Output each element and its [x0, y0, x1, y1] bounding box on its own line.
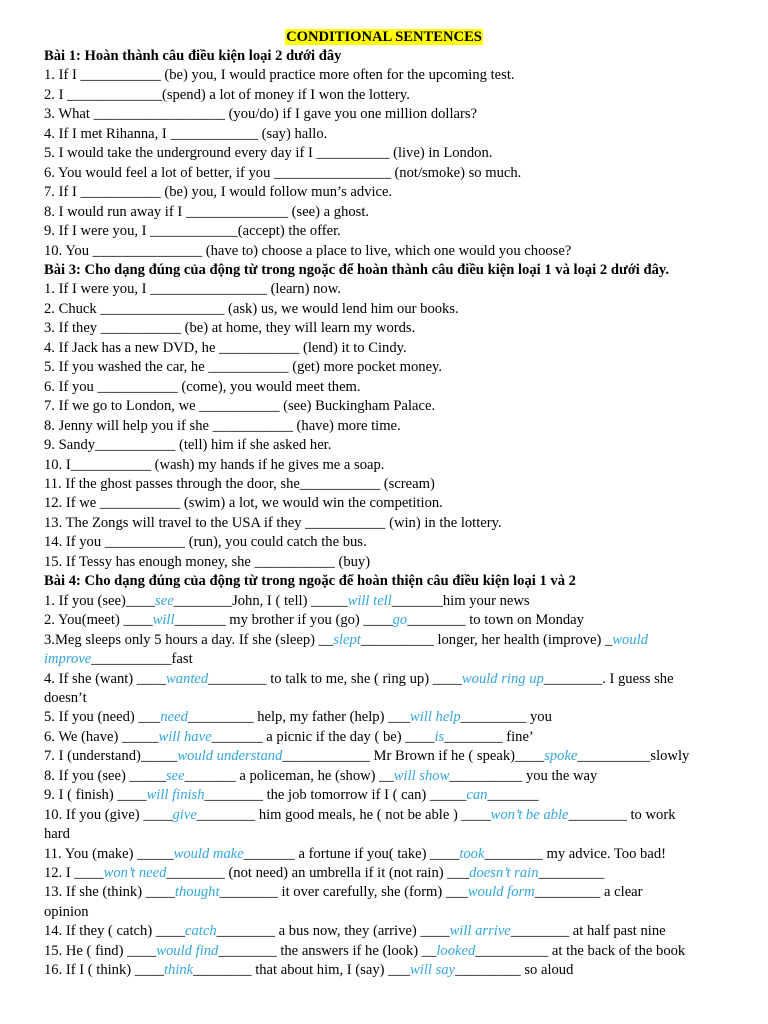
answer-text: see [166, 767, 185, 784]
answer-text: slept [333, 631, 361, 648]
answer-text: think [163, 962, 194, 979]
exercise-text: 9. Sandy___________ (tell) him if she asked her. [44, 437, 332, 454]
exercise-text: ________ to town on Monday [407, 612, 584, 629]
exercise-text: _______ a fortune if you( take) ____ [243, 845, 460, 862]
exercise-text: 3. What __________________ (you/do) if I gave you one million dollars? [44, 106, 478, 123]
exercise-line [44, 942, 724, 961]
answer-text: won’t be able [490, 806, 569, 823]
exercise-line [44, 903, 724, 922]
exercise-text: 4. If I met Rihanna, I ____________ (say) hallo. [44, 125, 328, 142]
exercise-text: _______him your news [391, 592, 530, 609]
answer-text: see [155, 592, 174, 609]
answer-text: took [459, 845, 485, 862]
answer-text: will help [409, 709, 461, 726]
exercise-text: 5. If you washed the car, he ___________ (get) more pocket money. [44, 359, 443, 376]
answer-text: won’t need [103, 865, 167, 882]
exercise-line [44, 514, 724, 533]
exercise-text: ____________ Mr Brown if he ( speak)____ [282, 748, 545, 765]
exercise-text: ________ to work [568, 806, 676, 823]
exercise-text: __________ longer, her health (improve) _ [360, 631, 613, 648]
exercise-text: 6. We (have) _____ [44, 728, 159, 745]
exercise-text: _______ my brother if you (go) ____ [174, 612, 393, 629]
exercise-line [44, 845, 724, 864]
exercise-line [44, 280, 724, 299]
answer-text: would make [173, 845, 244, 862]
exercise-text: 13. The Zongs will travel to the USA if they ___________ (win) in the lottery. [44, 514, 502, 531]
exercise-line [44, 125, 724, 144]
exercise-line [44, 689, 724, 708]
answer-text: will [152, 612, 175, 629]
exercise-text: 15. He ( find) ____ [44, 942, 157, 959]
exercise-text: __________ at the back of the book [475, 942, 686, 959]
exercise-line [44, 592, 724, 611]
exercise-text: 7. If I ___________ (be) you, I would follow mun’s advice. [44, 184, 393, 201]
exercise-text: 5. I would take the underground every day if I __________ (live) in London. [44, 145, 493, 162]
page-title: CONDITIONAL SENTENCES [286, 29, 482, 45]
exercise-text: 2. You(meet) ____ [44, 612, 153, 629]
exercise-line [44, 961, 724, 980]
exercise-text: 16. If I ( think) ____ [44, 962, 164, 979]
exercise-line [44, 456, 724, 475]
exercise-line [44, 300, 724, 319]
exercise-text: 12. I ____ [44, 865, 104, 882]
exercise-line [44, 222, 724, 241]
exercise-text: _________ [538, 865, 605, 882]
exercise-line [44, 378, 724, 397]
exercise-line [44, 728, 724, 747]
section-heading: Bài 3: Cho dạng đúng của động từ trong ngoặc để hoàn thành câu điều kiện loại 1 và loại 2 dưới đây. [44, 261, 670, 278]
exercise-text: 4. If Jack has a new DVD, he ___________ (lend) it to Cindy. [44, 339, 407, 356]
exercise-line [44, 66, 724, 85]
exercise-text: ________. I guess she [543, 670, 674, 687]
exercise-text: ________ it over carefully, she (form) ___ [219, 884, 468, 901]
answer-text: catch [185, 923, 217, 940]
section-heading: Bài 4: Cho dạng đúng của động từ trong ngoặc để hoàn thiện câu điều kiện loại 1 và 2 [44, 573, 576, 590]
exercise-line [44, 767, 724, 786]
exercise-text: 3.Meg sleeps only 5 hours a day. If she (sleep) __ [44, 631, 334, 648]
exercise-text: __________slowly [577, 748, 690, 765]
answer-text: give [172, 806, 197, 823]
exercise-text: hard [44, 826, 70, 843]
exercise-text: ________ a bus now, they (arrive) ____ [216, 923, 450, 940]
exercise-text: ________ him good meals, he ( not be able ) ____ [196, 806, 491, 823]
exercise-text: 1. If you (see)____ [44, 592, 156, 609]
exercise-line [44, 339, 724, 358]
exercise-text: 9. I ( finish) ____ [44, 787, 147, 804]
exercise-text: ________ the answers if he (look) __ [218, 942, 437, 959]
answer-text: need [160, 709, 188, 726]
exercise-text: ________ at half past nine [510, 923, 666, 940]
answer-text: would [612, 631, 649, 648]
exercise-line [44, 747, 724, 766]
title-container [44, 28, 724, 47]
exercise-line [44, 183, 724, 202]
answer-text: improve [44, 651, 92, 668]
section-heading: Bài 1: Hoàn thành câu điều kiện loại 2 dưới đây [44, 48, 342, 64]
exercise-line [44, 86, 724, 105]
exercise-text: 14. If they ( catch) ____ [44, 923, 186, 940]
exercise-line [44, 475, 724, 494]
exercise-line [44, 436, 724, 455]
exercise-text: 12. If we ___________ (swim) a lot, we would win the competition. [44, 495, 443, 512]
exercise-text: 7. I (understand)_____ [44, 748, 178, 765]
exercise-line [44, 864, 724, 883]
exercise-text: doesn’t [44, 689, 87, 706]
exercise-text: 7. If we go to London, we ___________ (see) Buckingham Palace. [44, 398, 436, 415]
exercise-line [44, 203, 724, 222]
exercise-text: ________ to talk to me, she ( ring up) ____ [208, 670, 462, 687]
exercise-line [44, 553, 724, 572]
exercise-text: _______ [487, 787, 539, 804]
exercise-text: 2. Chuck _________________ (ask) us, we would lend him our books. [44, 300, 459, 317]
answer-text: would form [467, 884, 535, 901]
exercise-text: _________ a clear [534, 884, 643, 901]
exercise-text: 6. You would feel a lot of better, if you ________________ (not/smoke) so much. [44, 164, 522, 181]
answer-text: spoke [544, 748, 578, 765]
answer-text: will tell [347, 592, 392, 609]
exercise-text: _________ help, my father (help) ___ [187, 709, 410, 726]
answer-text: will show [393, 767, 450, 784]
exercise-text: ________ that about him, I (say) ___ [193, 962, 411, 979]
exercise-line [44, 494, 724, 513]
exercise-text: ________ fine’ [444, 728, 534, 745]
exercise-line [44, 650, 724, 669]
exercise-text: 5. If you (need) ___ [44, 709, 161, 726]
answer-text: looked [436, 942, 476, 959]
exercise-text: ________John, I ( tell) _____ [173, 592, 348, 609]
answer-text: will finish [146, 787, 205, 804]
exercise-text: 6. If you ___________ (come), you would meet them. [44, 378, 361, 395]
exercise-text: 10. You _______________ (have to) choose a place to live, which one would you choose? [44, 242, 572, 259]
exercise-text: 10. I___________ (wash) my hands if he gives me a soap. [44, 456, 385, 473]
exercise-line [44, 164, 724, 183]
exercise-line [44, 397, 724, 416]
exercise-text: 8. If you (see) _____ [44, 767, 166, 784]
exercise-text: ________ (not need) an umbrella if it (not rain) ___ [166, 865, 470, 882]
worksheet-content [44, 47, 724, 981]
answer-text: thought [174, 884, 220, 901]
exercise-line [44, 319, 724, 338]
exercise-line [44, 708, 724, 727]
exercise-text: _______ a policeman, he (show) __ [184, 767, 394, 784]
answer-text: will say [410, 962, 456, 979]
exercise-line [44, 611, 724, 630]
exercise-line [44, 105, 724, 124]
answer-text: is [434, 728, 445, 745]
exercise-line [44, 417, 724, 436]
exercise-text: 11. You (make) _____ [44, 845, 174, 862]
exercise-text: _________ so aloud [455, 962, 574, 979]
exercise-text: 14. If you ___________ (run), you could catch the bus. [44, 534, 367, 551]
exercise-text: ___________fast [91, 651, 193, 668]
answer-text: will arrive [449, 923, 511, 940]
exercise-text: 8. I would run away if I ______________ (see) a ghost. [44, 203, 370, 220]
answer-text: wanted [166, 670, 209, 687]
exercise-text: ________ my advice. Too bad! [484, 845, 666, 862]
answer-text: doesn’t rain [469, 865, 539, 882]
exercise-text: 1. If I ___________ (be) you, I would practice more often for the upcoming test. [44, 67, 515, 84]
exercise-line [44, 883, 724, 902]
exercise-text: 10. If you (give) ____ [44, 806, 173, 823]
answer-text: will have [158, 728, 212, 745]
exercise-text: _______ a picnic if the day ( be) ____ [211, 728, 435, 745]
exercise-text: ________ the job tomorrow if I ( can) _____ [204, 787, 467, 804]
exercise-text: 3. If they ___________ (be) at home, they will learn my words. [44, 320, 416, 337]
exercise-line [44, 670, 724, 689]
exercise-text: __________ you the way [449, 767, 598, 784]
exercise-text: 8. Jenny will help you if she ___________ (have) more time. [44, 417, 401, 434]
exercise-line [44, 631, 724, 650]
exercise-line [44, 825, 724, 844]
exercise-line [44, 242, 724, 261]
exercise-text: 13. If she (think) ____ [44, 884, 175, 901]
answer-text: would find [156, 942, 219, 959]
exercise-line [44, 922, 724, 941]
exercise-line [44, 786, 724, 805]
answer-text: would ring up [461, 670, 544, 687]
exercise-text: 11. If the ghost passes through the door, she___________ (scream) [44, 475, 435, 492]
exercise-text: 15. If Tessy has enough money, she ___________ (buy) [44, 553, 371, 570]
exercise-line [44, 144, 724, 163]
exercise-text: opinion [44, 903, 89, 920]
exercise-text: 4. If she (want) ____ [44, 670, 166, 687]
exercise-text: 9. If I were you, I ____________(accept) the offer. [44, 223, 341, 240]
exercise-text: _________ you [460, 709, 552, 726]
answer-text: would understand [177, 748, 283, 765]
exercise-text: 1. If I were you, I ________________ (learn) now. [44, 281, 341, 298]
exercise-text: 2. I _____________(spend) a lot of money if I won the lottery. [44, 86, 410, 103]
answer-text: can [466, 787, 488, 804]
exercise-line [44, 358, 724, 377]
answer-text: go [392, 612, 408, 629]
exercise-line [44, 533, 724, 552]
exercise-line [44, 806, 724, 825]
